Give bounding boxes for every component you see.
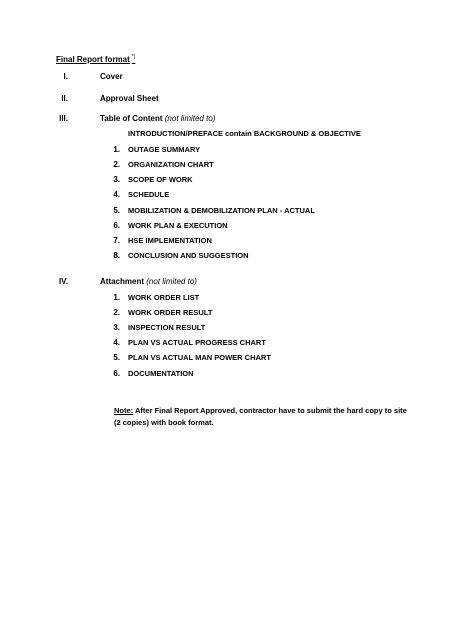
- attachment-item-number: 2.: [113, 308, 120, 317]
- section-numeral: II.: [61, 94, 68, 103]
- section-label: Cover: [100, 72, 123, 81]
- attachment-item: PLAN VS ACTUAL PROGRESS CHART: [128, 338, 266, 347]
- title-text: Final Report format: [56, 55, 130, 64]
- attachment-item-number: 6.: [113, 369, 120, 378]
- section-label: Approval Sheet: [100, 94, 159, 103]
- toc-item: ORGANIZATION CHART: [128, 160, 214, 169]
- toc-item: OUTAGE SUMMARY: [128, 145, 201, 154]
- toc-item-number: 6.: [113, 221, 120, 230]
- toc-item: MOBILIZATION & DEMOBILIZATION PLAN - ACTUAL: [128, 206, 315, 215]
- attachment-item-number: 5.: [113, 353, 120, 362]
- toc-item-number: 3.: [113, 175, 120, 184]
- section-label: Table of Content: [100, 114, 163, 123]
- attachment-item-number: 4.: [113, 338, 120, 347]
- attachment-item: PLAN VS ACTUAL MAN POWER CHART: [128, 353, 271, 362]
- toc-item-number: 8.: [113, 251, 120, 260]
- section-numeral: I.: [63, 72, 68, 81]
- toc-item-number: 5.: [113, 206, 120, 215]
- note-text: After Final Report Approved, contractor have to submit the hard copy to site (2 copies) with book format.: [114, 406, 407, 427]
- section-qualifier: (not limited to): [164, 114, 216, 123]
- section-qualifier: (not limited to): [146, 277, 197, 286]
- section-attachment: [100, 277, 197, 287]
- attachment-item: INSPECTION RESULT: [128, 323, 206, 332]
- footnote: [114, 405, 414, 429]
- toc-intro: INTRODUCTION/PREFACE contain BACKGROUND & OBJECTIVE: [128, 129, 361, 138]
- section-numeral: III.: [59, 114, 68, 123]
- attachment-item-number: 1.: [113, 293, 120, 302]
- section-label: Attachment: [100, 277, 145, 286]
- toc-item-number: 4.: [113, 190, 120, 199]
- note-label: Note:: [114, 406, 134, 415]
- toc-item: HSE IMPLEMENTATION: [128, 236, 212, 245]
- section-numeral: IV.: [58, 277, 68, 286]
- toc-item-number: 2.: [113, 160, 120, 169]
- attachment-item: DOCUMENTATION: [128, 369, 194, 378]
- toc-item-number: 1.: [113, 145, 120, 154]
- page-title: [56, 55, 135, 65]
- attachment-item-number: 3.: [113, 323, 120, 332]
- toc-item: WORK PLAN & EXECUTION: [128, 221, 228, 230]
- section-cover: [100, 72, 123, 82]
- toc-item: SCHEDULE: [128, 190, 170, 199]
- title-footnote-marker: *): [131, 54, 136, 60]
- attachment-item: WORK ORDER RESULT: [128, 308, 213, 317]
- section-table-of-content: [100, 114, 215, 124]
- attachment-item: WORK ORDER LIST: [128, 293, 200, 302]
- toc-item-number: 7.: [113, 236, 120, 245]
- toc-item: SCOPE OF WORK: [128, 175, 193, 184]
- toc-item: CONCLUSION AND SUGGESTION: [128, 251, 249, 260]
- section-approval-sheet: [100, 94, 159, 104]
